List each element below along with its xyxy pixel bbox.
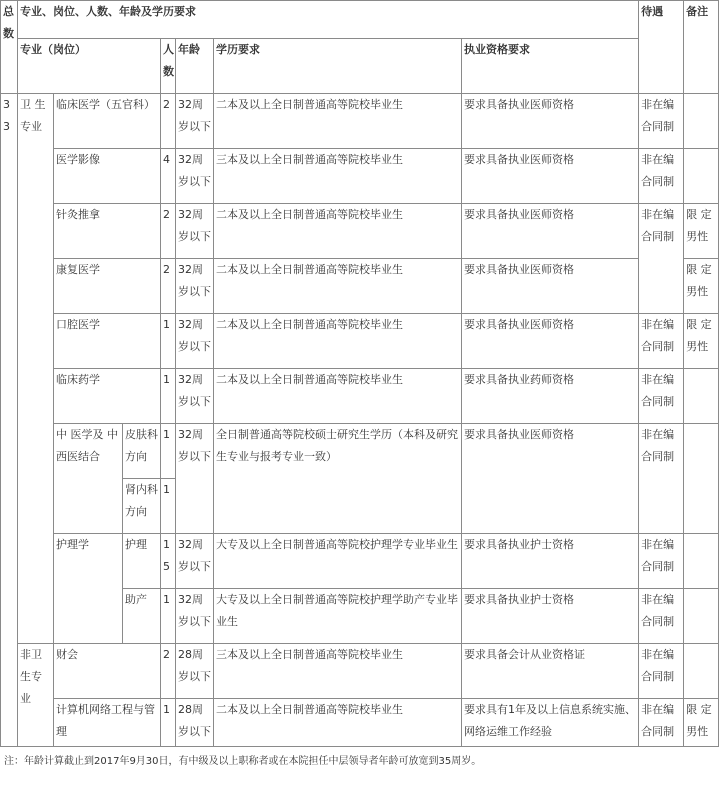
nursing-pay2: 非在编合同制 — [639, 589, 684, 644]
count-cell: 1 — [161, 369, 176, 424]
footnote: 注：年龄计算截止到2017年9月30日，有中级及以上职称者或在本院担任中层领导者年龄可放宽到35周岁。 — [4, 756, 482, 767]
age-cell: 32周岁以下 — [176, 314, 214, 369]
age-cell: 32周岁以下 — [176, 94, 214, 149]
count-cell: 1 — [161, 314, 176, 369]
major-cell: 计算机网络工程与管理 — [54, 699, 161, 747]
major-cell: 临床医学（五官科） — [54, 94, 161, 149]
cert-cell: 要求具有1年及以上信息系统实施、网络运维工作经验 — [462, 699, 639, 747]
cert-cell: 要求具备会计从业资格证 — [462, 644, 639, 699]
major-cell: 口腔医学 — [54, 314, 161, 369]
tcm-major: 中 医学及 中西医结合 — [54, 424, 123, 534]
cert-cell: 要求具备执业医师资格 — [462, 94, 639, 149]
remark-cell: 限 定男性 — [684, 259, 719, 314]
cert-cell: 要求具备执业医师资格 — [462, 259, 639, 314]
major-cell: 医学影像 — [54, 149, 161, 204]
tcm-edu: 全日制普通高等院校硕士研究生学历（本科及研究生专业与报考专业一致） — [214, 424, 462, 534]
header-count: 人数 — [161, 39, 176, 94]
category-health: 卫 生专业 — [18, 94, 54, 644]
remark-cell: 限 定男性 — [684, 204, 719, 259]
nursing-age2: 32周岁以下 — [176, 589, 214, 644]
count-cell: 2 — [161, 259, 176, 314]
pay-cell: 非在编合同制 — [639, 149, 684, 204]
total-value: 33 — [1, 94, 18, 747]
count-cell: 1 — [161, 699, 176, 747]
major-cell: 临床药学 — [54, 369, 161, 424]
age-cell: 28周岁以下 — [176, 699, 214, 747]
pay-cell: 非在编合同制 — [639, 94, 684, 149]
remark-cell: 限 定男性 — [684, 699, 719, 747]
edu-cell: 二本及以上全日制普通高等院校毕业生 — [214, 204, 462, 259]
age-cell: 32周岁以下 — [176, 149, 214, 204]
pay-cell: 非在编合同制 — [639, 204, 684, 314]
nursing-age1: 32周岁以下 — [176, 534, 214, 589]
tcm-remark — [684, 424, 719, 534]
remark-cell — [684, 369, 719, 424]
major-cell: 针灸推拿 — [54, 204, 161, 259]
major-cell: 财会 — [54, 644, 161, 699]
nursing-count2: 1 — [161, 589, 176, 644]
age-cell: 28周岁以下 — [176, 644, 214, 699]
tcm-cert: 要求具备执业医师资格 — [462, 424, 639, 534]
nursing-edu2: 大专及以上全日制普通高等院校护理学助产专业毕业生 — [214, 589, 462, 644]
major-cell: 康复医学 — [54, 259, 161, 314]
nursing-sub2: 助产 — [123, 589, 161, 644]
age-cell: 32周岁以下 — [176, 369, 214, 424]
tcm-sub2: 肾内科方向 — [123, 479, 161, 534]
cert-cell: 要求具备执业药师资格 — [462, 369, 639, 424]
header-edu: 学历要求 — [214, 39, 462, 94]
edu-cell: 二本及以上全日制普通高等院校毕业生 — [214, 369, 462, 424]
nursing-edu1: 大专及以上全日制普通高等院校护理学专业毕业生 — [214, 534, 462, 589]
count-cell: 2 — [161, 644, 176, 699]
remark-cell — [684, 94, 719, 149]
cert-cell: 要求具备执业医师资格 — [462, 204, 639, 259]
cert-cell: 要求具备执业医师资格 — [462, 314, 639, 369]
pay-cell: 非在编合同制 — [639, 314, 684, 369]
count-cell: 2 — [161, 204, 176, 259]
header-major: 专业（岗位） — [18, 39, 161, 94]
header-group: 专业、岗位、人数、年龄及学历要求 — [18, 1, 639, 39]
age-cell: 32周岁以下 — [176, 259, 214, 314]
nursing-count1: 15 — [161, 534, 176, 589]
remark-cell — [684, 644, 719, 699]
count-cell: 4 — [161, 149, 176, 204]
edu-cell: 二本及以上全日制普通高等院校毕业生 — [214, 314, 462, 369]
edu-cell: 三本及以上全日制普通高等院校毕业生 — [214, 149, 462, 204]
edu-cell: 三本及以上全日制普通高等院校毕业生 — [214, 644, 462, 699]
tcm-count1: 1 — [161, 424, 176, 479]
header-remark: 备注 — [684, 1, 719, 94]
nursing-remark2 — [684, 589, 719, 644]
tcm-sub1: 皮肤科方向 — [123, 424, 161, 479]
nursing-major: 护理学 — [54, 534, 123, 644]
age-cell: 32周岁以下 — [176, 204, 214, 259]
pay-cell: 非在编合同制 — [639, 644, 684, 699]
edu-cell: 二本及以上全日制普通高等院校毕业生 — [214, 94, 462, 149]
cert-cell: 要求具备执业医师资格 — [462, 149, 639, 204]
remark-cell: 限 定男性 — [684, 314, 719, 369]
edu-cell: 二本及以上全日制普通高等院校毕业生 — [214, 259, 462, 314]
edu-cell: 二本及以上全日制普通高等院校毕业生 — [214, 699, 462, 747]
pay-cell: 非在编合同制 — [639, 699, 684, 747]
count-cell: 2 — [161, 94, 176, 149]
remark-cell — [684, 149, 719, 204]
category-nonhealth: 非卫生专业 — [18, 644, 54, 747]
nursing-pay1: 非在编合同制 — [639, 534, 684, 589]
nursing-cert2: 要求具备执业护士资格 — [462, 589, 639, 644]
pay-cell: 非在编合同制 — [639, 369, 684, 424]
header-age: 年龄 — [176, 39, 214, 94]
tcm-pay: 非在编合同制 — [639, 424, 684, 534]
nursing-remark1 — [684, 534, 719, 589]
nursing-cert1: 要求具备执业护士资格 — [462, 534, 639, 589]
header-cert: 执业资格要求 — [462, 39, 639, 94]
header-total: 总数 — [1, 1, 18, 94]
nursing-sub1: 护理 — [123, 534, 161, 589]
tcm-age: 32周岁以下 — [176, 424, 214, 534]
tcm-count2: 1 — [161, 479, 176, 534]
header-pay: 待遇 — [639, 1, 684, 94]
